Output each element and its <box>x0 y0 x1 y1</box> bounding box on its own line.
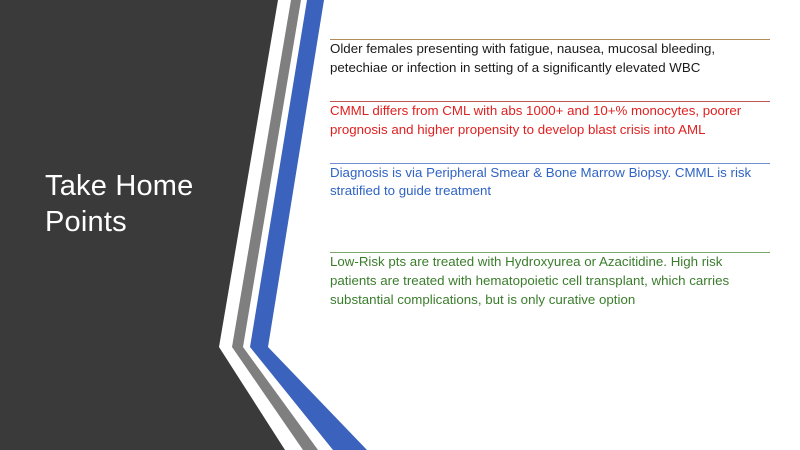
spacer <box>330 215 770 243</box>
bullet-list <box>330 30 770 324</box>
page-title: Take Home Points <box>45 170 194 239</box>
bullet-text: CMML differs from CML with abs 1000+ and 10+% monocytes, poorer prognosis and higher propensity to develop blast crisis into AML <box>330 102 742 137</box>
list-item <box>330 154 770 202</box>
bullet-text: Older females presenting with fatigue, nausea, mucosal bleeding, petechiae or infection in setting of a significantly elevated WBC <box>330 41 716 75</box>
bullet-text: Diagnosis is via Peripheral Smear & Bone Marrow Biopsy. CMML is risk stratified to guide treatment <box>330 164 752 199</box>
list-item <box>330 92 770 140</box>
bullet-text: Low-Risk pts are treated with Hydroxyurea or Azacitidine. High risk patients are treated with hematopoietic cell transplant, which carries substantial complications, but is only curative option <box>330 254 730 307</box>
list-item <box>330 243 770 310</box>
list-item <box>330 30 770 78</box>
